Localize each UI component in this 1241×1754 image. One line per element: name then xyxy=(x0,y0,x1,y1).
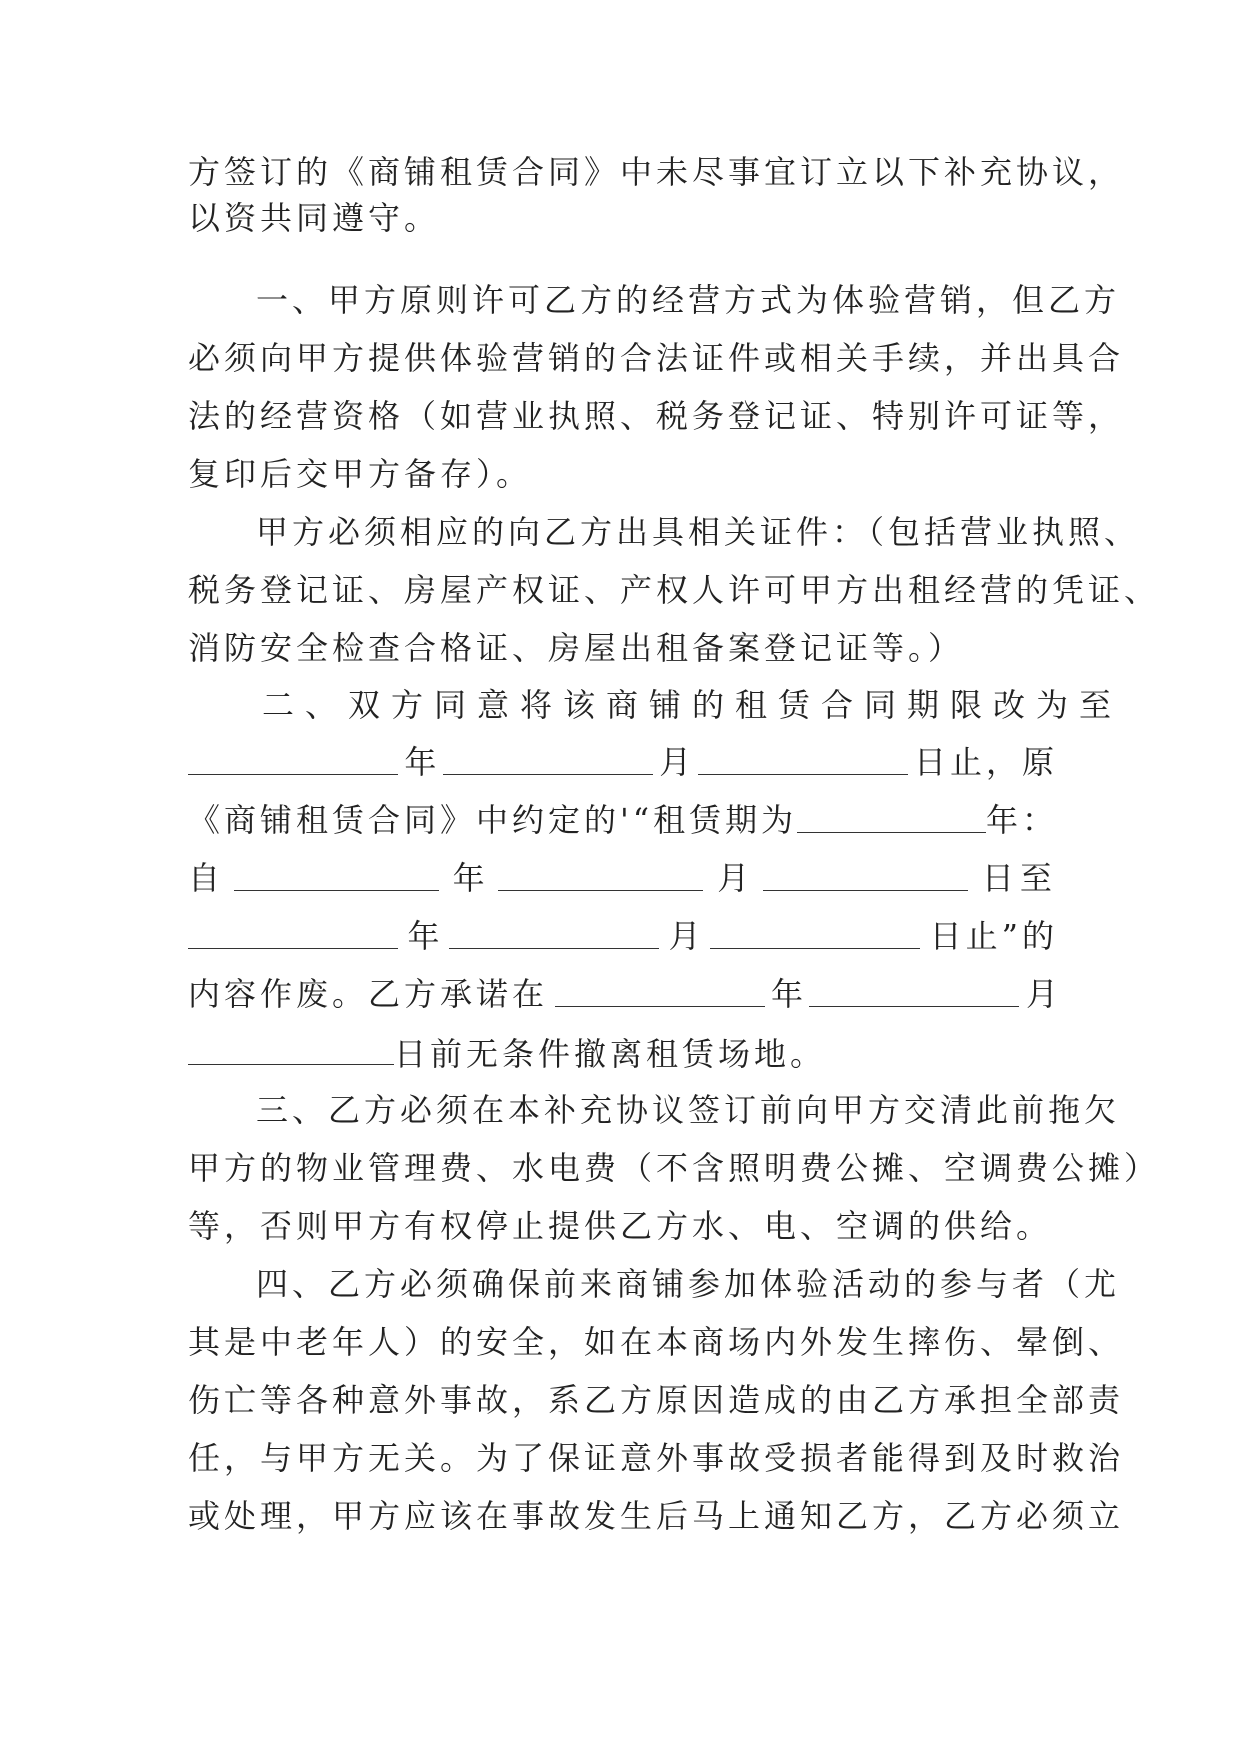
clause-1-line: 一、甲方原则许可乙方的经营方式为体验营销，但乙方 xyxy=(256,281,1121,319)
blank-line xyxy=(763,856,968,891)
blank-line xyxy=(449,914,659,949)
paragraph-line: 或处理，甲方应该在事故发生后马上通知乙方，乙方必须立 xyxy=(188,1497,1125,1535)
blank-line xyxy=(188,1030,394,1065)
blank-line xyxy=(555,972,765,1007)
blank-line xyxy=(443,740,653,775)
blank-line xyxy=(234,856,439,891)
clause-3-line: 三、乙方必须在本补充协议签订前向甲方交清此前拖欠 xyxy=(256,1091,1121,1129)
paragraph-line: 税务登记证、房屋产权证、产权人许可甲方出租经营的凭证、 xyxy=(188,571,1161,609)
date-fill-line xyxy=(188,1030,1058,1074)
paragraph-line: 必须向甲方提供体验营销的合法证件或相关手续，并出具合 xyxy=(188,339,1125,377)
blank-line xyxy=(710,914,920,949)
date-fill-line xyxy=(188,914,1058,958)
paragraph-line: 消防安全检查合格证、房屋出租备案登记证等。） xyxy=(188,629,965,667)
blank-line xyxy=(809,972,1019,1007)
year-label: 年 xyxy=(404,743,437,781)
paragraph-line: 以资共同遵守。 xyxy=(188,199,441,237)
year-label: 年 xyxy=(770,975,803,1013)
clause-4-line: 四、乙方必须确保前来商铺参加体验活动的参与者（尤 xyxy=(256,1265,1121,1303)
day-label: 日止”的 xyxy=(929,917,1058,955)
date-fill-line xyxy=(188,740,1058,784)
promise-text: 内容作废。乙方承诺在 xyxy=(188,975,549,1013)
paragraph-line: 伤亡等各种意外事故，系乙方原因造成的由乙方承担全部责 xyxy=(188,1381,1125,1419)
from-label: 自 xyxy=(188,859,221,897)
paragraph-line: 其是中老年人）的安全，如在本商场内外发生摔伤、晕倒、 xyxy=(188,1323,1125,1361)
year-label: 年： xyxy=(985,801,1058,839)
date-fill-line xyxy=(188,856,1058,900)
paragraph-line: 甲方的物业管理费、水电费（不含照明费公摊、空调费公摊） xyxy=(188,1149,1161,1187)
day-label: 日止，原 xyxy=(913,743,1058,781)
blank-line xyxy=(498,856,703,891)
day-label: 日至 xyxy=(981,859,1058,897)
paragraph-line: 任，与甲方无关。为了保证意外事故受损者能得到及时救治 xyxy=(188,1439,1125,1477)
blank-line xyxy=(698,740,908,775)
paragraph-line: 等，否则甲方有权停止提供乙方水、电、空调的供给。 xyxy=(188,1207,1053,1245)
paragraph-line: 甲方必须相应的向乙方出具相关证件：（包括营业执照、 xyxy=(256,513,1141,551)
blank-line xyxy=(797,798,986,833)
blank-line xyxy=(188,740,398,775)
paragraph-line: 复印后交甲方备存）。 xyxy=(188,455,533,493)
date-fill-line xyxy=(188,798,1058,842)
year-label: 年 xyxy=(407,917,440,955)
month-label: 月 xyxy=(717,859,750,897)
paragraph-line: 方签订的《商铺租赁合同》中未尽事宜订立以下补充协议， xyxy=(188,153,1125,191)
month-label: 月 xyxy=(1025,975,1058,1013)
deadline-text: 日前无条件撤离租赁场地。 xyxy=(394,1035,827,1073)
month-label: 月 xyxy=(668,917,701,955)
year-label: 年 xyxy=(452,859,485,897)
date-fill-line xyxy=(188,972,1058,1016)
month-label: 月 xyxy=(659,743,692,781)
contract-reference-text: 《商铺租赁合同》中约定的'“租赁期为 xyxy=(188,801,798,839)
paragraph-line: 法的经营资格（如营业执照、税务登记证、特别许可证等， xyxy=(188,397,1125,435)
blank-line xyxy=(188,914,398,949)
clause-2-line: 二、双方同意将该商铺的租赁合同期限改为至 xyxy=(262,686,1123,724)
